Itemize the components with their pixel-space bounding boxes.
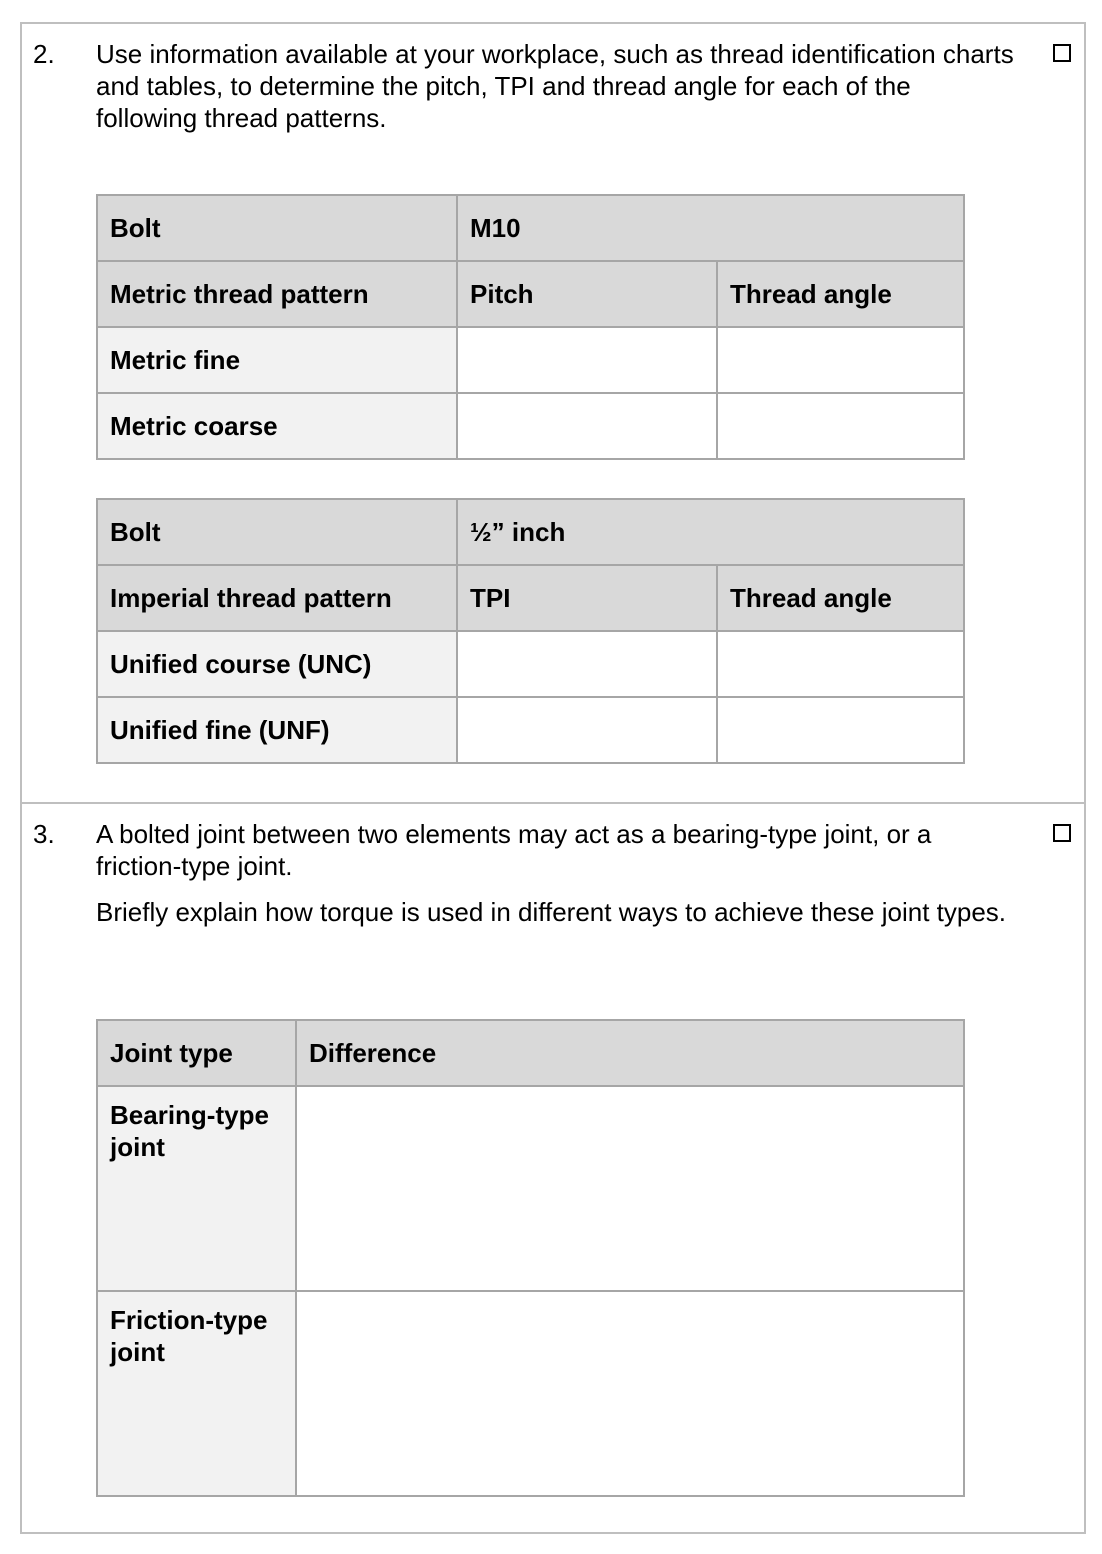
metric-coarse-row [97, 393, 964, 459]
unf-tpi-cell[interactable] [457, 697, 717, 763]
metric-bolt-label: Bolt [97, 195, 457, 261]
question-3-text [96, 818, 1016, 928]
unf-label: Unified fine (UNF) [97, 697, 457, 763]
imperial-bolt-row [97, 499, 964, 565]
question-2-prompt: Use information available at your workplace, such as thread identification charts and tables, to determine the pitch, TPI and thread angle for each of the following thread patterns. [96, 39, 1014, 133]
metric-bolt-row [97, 195, 964, 261]
metric-coarse-label: Metric coarse [97, 393, 457, 459]
imperial-angle-header: Thread angle [717, 565, 964, 631]
unc-label: Unified course (UNC) [97, 631, 457, 697]
question-2-number: 2. [33, 39, 55, 69]
imperial-bolt-size: ½” inch [457, 499, 964, 565]
imperial-tpi-header: TPI [457, 565, 717, 631]
metric-bolt-size: M10 [457, 195, 964, 261]
unc-angle-cell[interactable] [717, 631, 964, 697]
question-3-number: 3. [33, 819, 55, 849]
friction-joint-label: Friction-type joint [97, 1291, 296, 1496]
unc-row [97, 631, 964, 697]
imperial-pattern-header: Imperial thread pattern [97, 565, 457, 631]
bearing-joint-answer-cell[interactable] [296, 1086, 964, 1291]
joint-type-table [96, 1019, 965, 1497]
bearing-joint-row [97, 1086, 964, 1291]
metric-pitch-header: Pitch [457, 261, 717, 327]
question-3-prompt-2: Briefly explain how torque is used in different ways to achieve these joint types. [96, 897, 1007, 927]
imperial-header-row [97, 565, 964, 631]
question-3-prompt-1: A bolted joint between two elements may act as a bearing-type joint, or a friction-type joint. [96, 819, 932, 881]
question-2-checkbox[interactable] [1053, 44, 1071, 62]
question-3-checkbox[interactable] [1053, 824, 1071, 842]
question-divider [20, 802, 1086, 804]
imperial-bolt-label: Bolt [97, 499, 457, 565]
metric-fine-row [97, 327, 964, 393]
metric-thread-table [96, 194, 965, 460]
joint-type-header: Joint type [97, 1020, 296, 1086]
metric-fine-angle-cell[interactable] [717, 327, 964, 393]
unc-tpi-cell[interactable] [457, 631, 717, 697]
difference-header: Difference [296, 1020, 964, 1086]
friction-joint-row [97, 1291, 964, 1496]
friction-joint-answer-cell[interactable] [296, 1291, 964, 1496]
metric-pattern-header: Metric thread pattern [97, 261, 457, 327]
unf-row [97, 697, 964, 763]
metric-coarse-pitch-cell[interactable] [457, 393, 717, 459]
metric-angle-header: Thread angle [717, 261, 964, 327]
metric-header-row [97, 261, 964, 327]
bearing-joint-label: Bearing-type joint [97, 1086, 296, 1291]
question-2-text [96, 38, 1016, 134]
joint-header-row [97, 1020, 964, 1086]
metric-fine-label: Metric fine [97, 327, 457, 393]
metric-fine-pitch-cell[interactable] [457, 327, 717, 393]
imperial-thread-table [96, 498, 965, 764]
metric-coarse-angle-cell[interactable] [717, 393, 964, 459]
unf-angle-cell[interactable] [717, 697, 964, 763]
